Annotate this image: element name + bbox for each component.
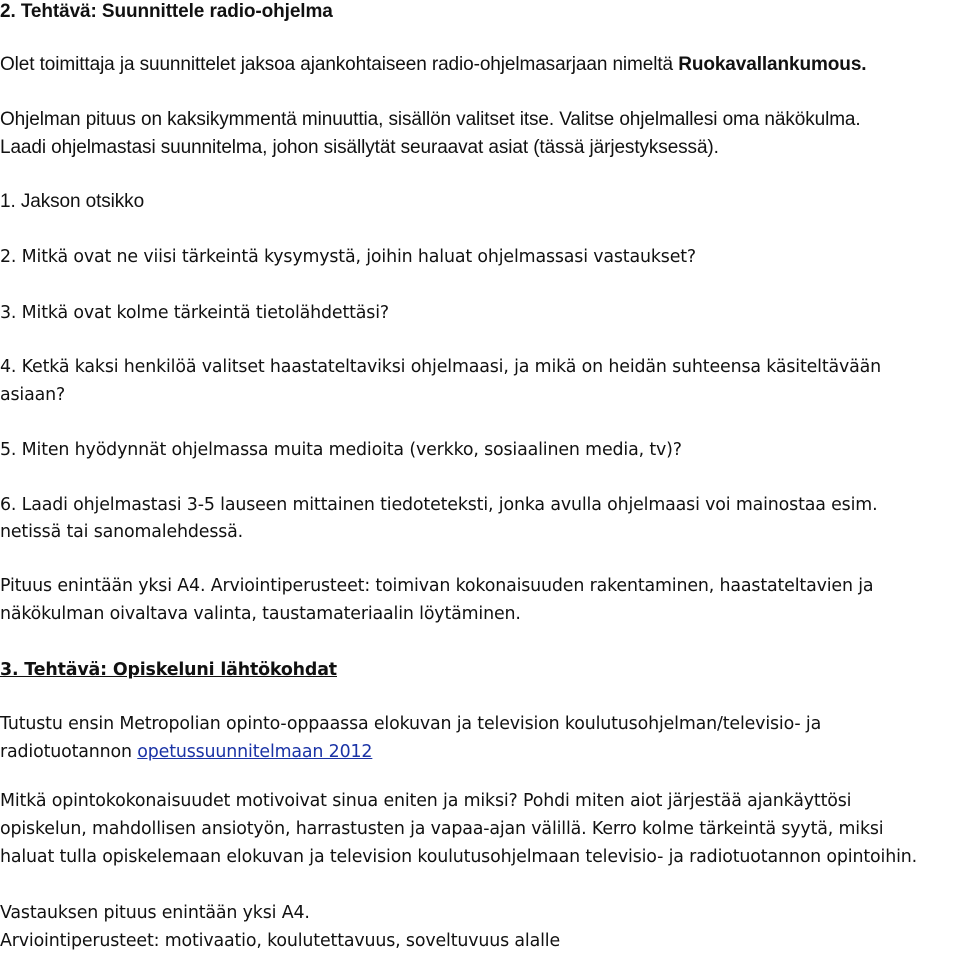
task3-intro-line1: Tutustu ensin Metropolian opinto-oppaassa elokuvan ja television koulutusohjelman/televisio- ja [0,714,822,734]
task3-question-line2: opiskelun, mahdollisen ansiotyön, harrastusten ja vapaa-ajan välillä. Kerro kolme tärkeintä syytä, miksi [0,819,884,839]
task2-intro-text: Olet toimittaja ja suunnittelet jaksoa ajankohtaiseen radio-ohjelmasarjaan nimeltä [0,54,679,75]
task2-item-1: 1. Jakson otsikko [0,191,145,212]
task2-paragraph-line2: Laadi ohjelmastasi suunnitelma, johon sisällytät seuraavat asiat (tässä järjestyksessä). [0,137,719,158]
task2-intro [0,54,866,76]
task2-item-6-line2: netissä tai sanomalehdessä. [0,522,244,542]
task3-intro-line2 [0,741,372,763]
task3-heading: 3. Tehtävä: Opiskeluni lähtökohdat [0,660,337,680]
task3-length: Vastauksen pituus enintään yksi A4. [0,903,310,923]
task2-item-3: 3. Mitkä ovat kolme tärkeintä tietolähdettäsi? [0,303,389,323]
task2-paragraph-line1: Ohjelman pituus on kaksikymmentä minuuttia, sisällön valitset itse. Valitse ohjelmallesi oma näkökulma. [0,109,861,130]
task2-item-6-line1: 6. Laadi ohjelmastasi 3-5 lauseen mittainen tiedoteteksti, jonka avulla ohjelmaasi voi mainostaa esim. [0,495,878,515]
task3-criteria: Arviointiperusteet: motivaatio, koulutettavuus, soveltuvuus alalle [0,931,561,951]
curriculum-link[interactable]: opetussuunnitelmaan 2012 [137,742,373,762]
task3-intro-text: radiotuotannon [0,742,138,762]
program-name: Ruokavallankumous. [678,54,867,75]
task3-question-line3: haluat tulla opiskelemaan elokuvan ja television koulutusohjelmaan televisio- ja radiotuotannon opintoihin. [0,847,918,867]
task3-question-line1: Mitkä opintokokonaisuudet motivoivat sinua eniten ja miksi? Pohdi miten aiot järjestää ajankäyttösi [0,791,852,811]
task2-item-2: 2. Mitkä ovat ne viisi tärkeintä kysymystä, joihin haluat ohjelmassasi vastaukset? [0,247,696,267]
task2-length-line1: Pituus enintään yksi A4. Arviointiperusteet: toimivan kokonaisuuden rakentaminen, haastateltavien ja [0,576,874,596]
task2-heading: 2. Tehtävä: Suunnittele radio-ohjelma [0,1,333,22]
task2-length-line2: näkökulman oivaltava valinta, taustamateriaalin löytäminen. [0,604,521,624]
task2-item-4-line2: asiaan? [0,385,66,405]
task2-item-4-line1: 4. Ketkä kaksi henkilöä valitset haastateltaviksi ohjelmaasi, ja mikä on heidän suhteensa käsiteltävään [0,357,882,377]
task2-item-5: 5. Miten hyödynnät ohjelmassa muita medioita (verkko, sosiaalinen media, tv)? [0,440,682,460]
